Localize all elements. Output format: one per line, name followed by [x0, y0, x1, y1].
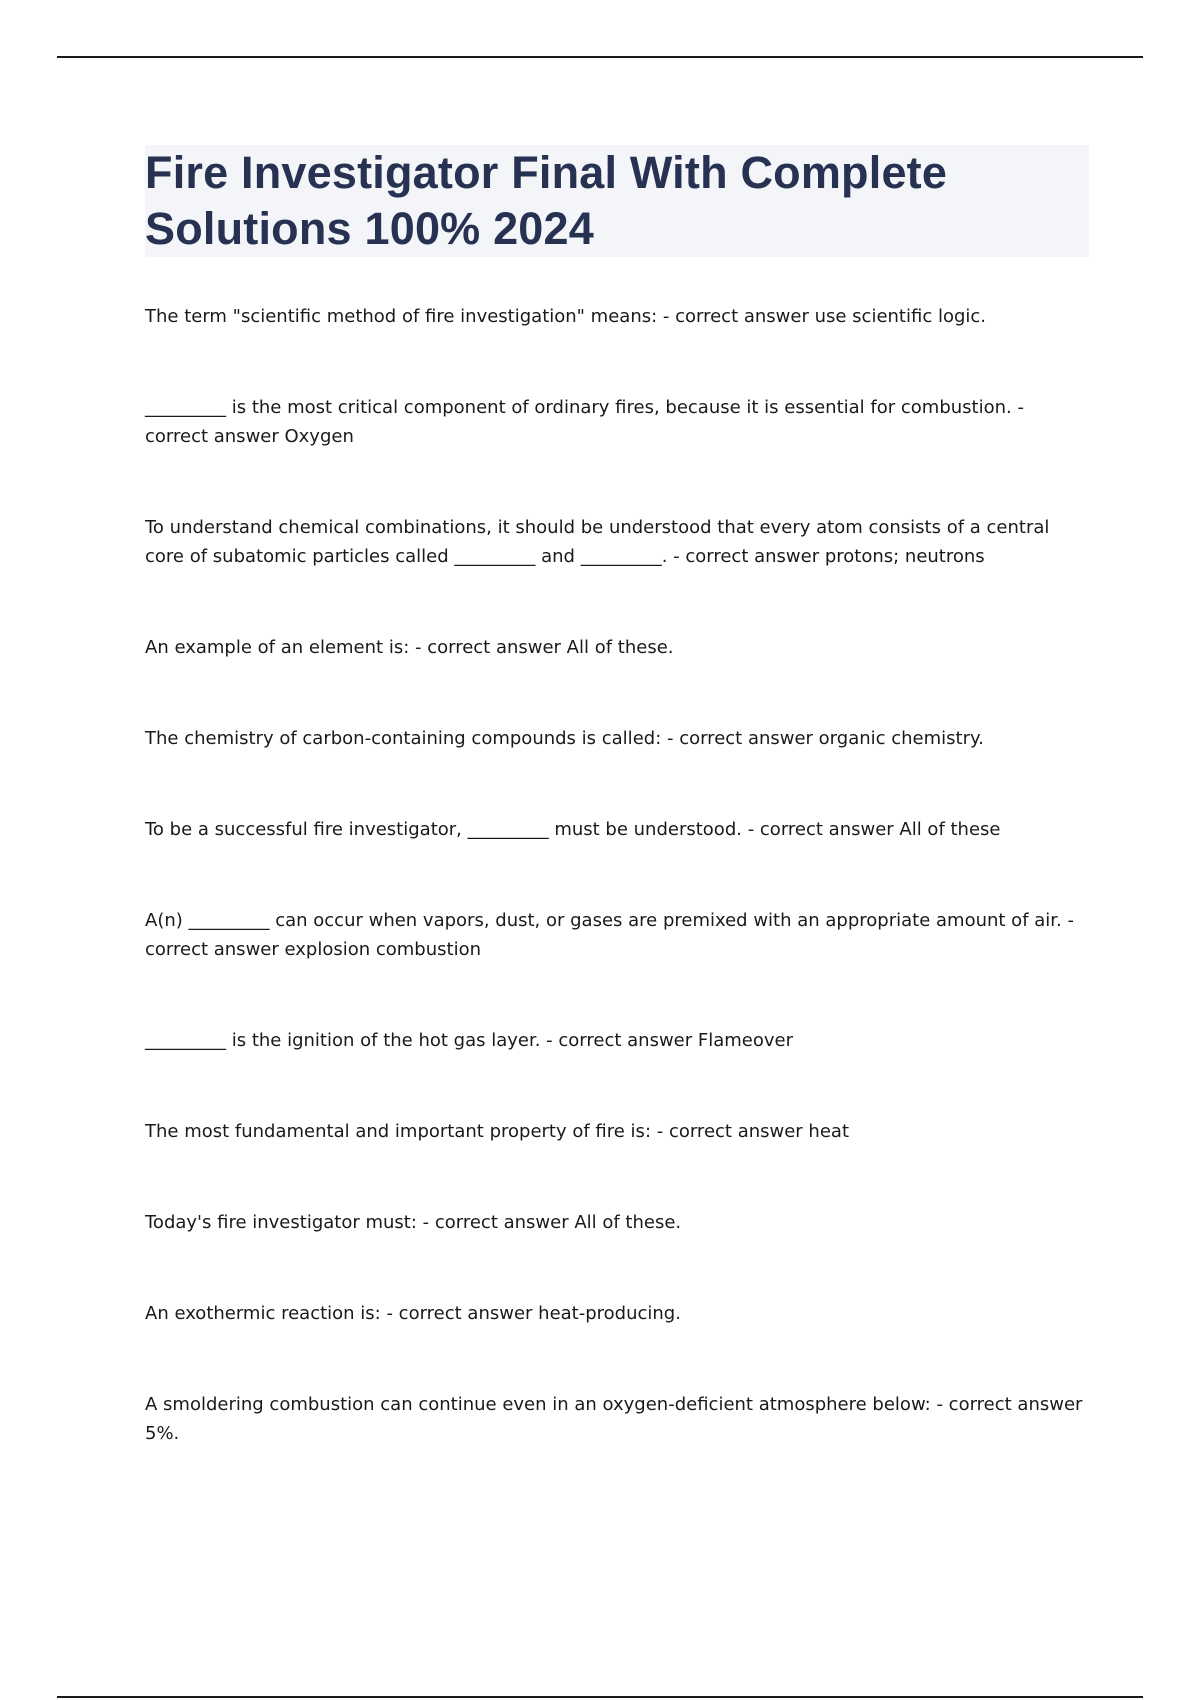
- question-item: The most fundamental and important property of fire is: - correct answer heat: [145, 1121, 849, 1142]
- question-item: The term "scientific method of fire investigation" means: - correct answer use scientific logic.: [145, 306, 986, 327]
- question-item: _________ is the most critical component of ordinary fires, because it is essential for combustion. - correct answer Oxygen: [145, 397, 1024, 447]
- question-item: The chemistry of carbon-containing compounds is called: - correct answer organic chemistry.: [145, 728, 984, 749]
- question-item: To be a successful fire investigator, _________ must be understood. - correct answer All of these: [145, 819, 1001, 840]
- question-item: To understand chemical combinations, it should be understood that every atom consists of a central core of subatomic particles called _________ and _________. - correct answer protons; neutrons: [145, 517, 1050, 567]
- question-item: Today's fire investigator must: - correct answer All of these.: [145, 1212, 682, 1233]
- question-list: [145, 302, 1089, 1510]
- title-banner: [145, 145, 1089, 257]
- bottom-rule: [57, 1696, 1143, 1698]
- top-rule: [57, 56, 1143, 58]
- question-item: An example of an element is: - correct answer All of these.: [145, 637, 674, 658]
- document-title: Fire Investigator Final With Complete Solutions 100% 2024: [145, 147, 948, 254]
- question-item: A(n) _________ can occur when vapors, dust, or gases are premixed with an appropriate amount of air. - correct answer explosion combustion: [145, 910, 1074, 960]
- question-item: _________ is the ignition of the hot gas layer. - correct answer Flameover: [145, 1030, 793, 1051]
- question-item: An exothermic reaction is: - correct answer heat-producing.: [145, 1303, 681, 1324]
- question-item: A smoldering combustion can continue even in an oxygen-deficient atmosphere below: - correct answer 5%.: [145, 1394, 1083, 1444]
